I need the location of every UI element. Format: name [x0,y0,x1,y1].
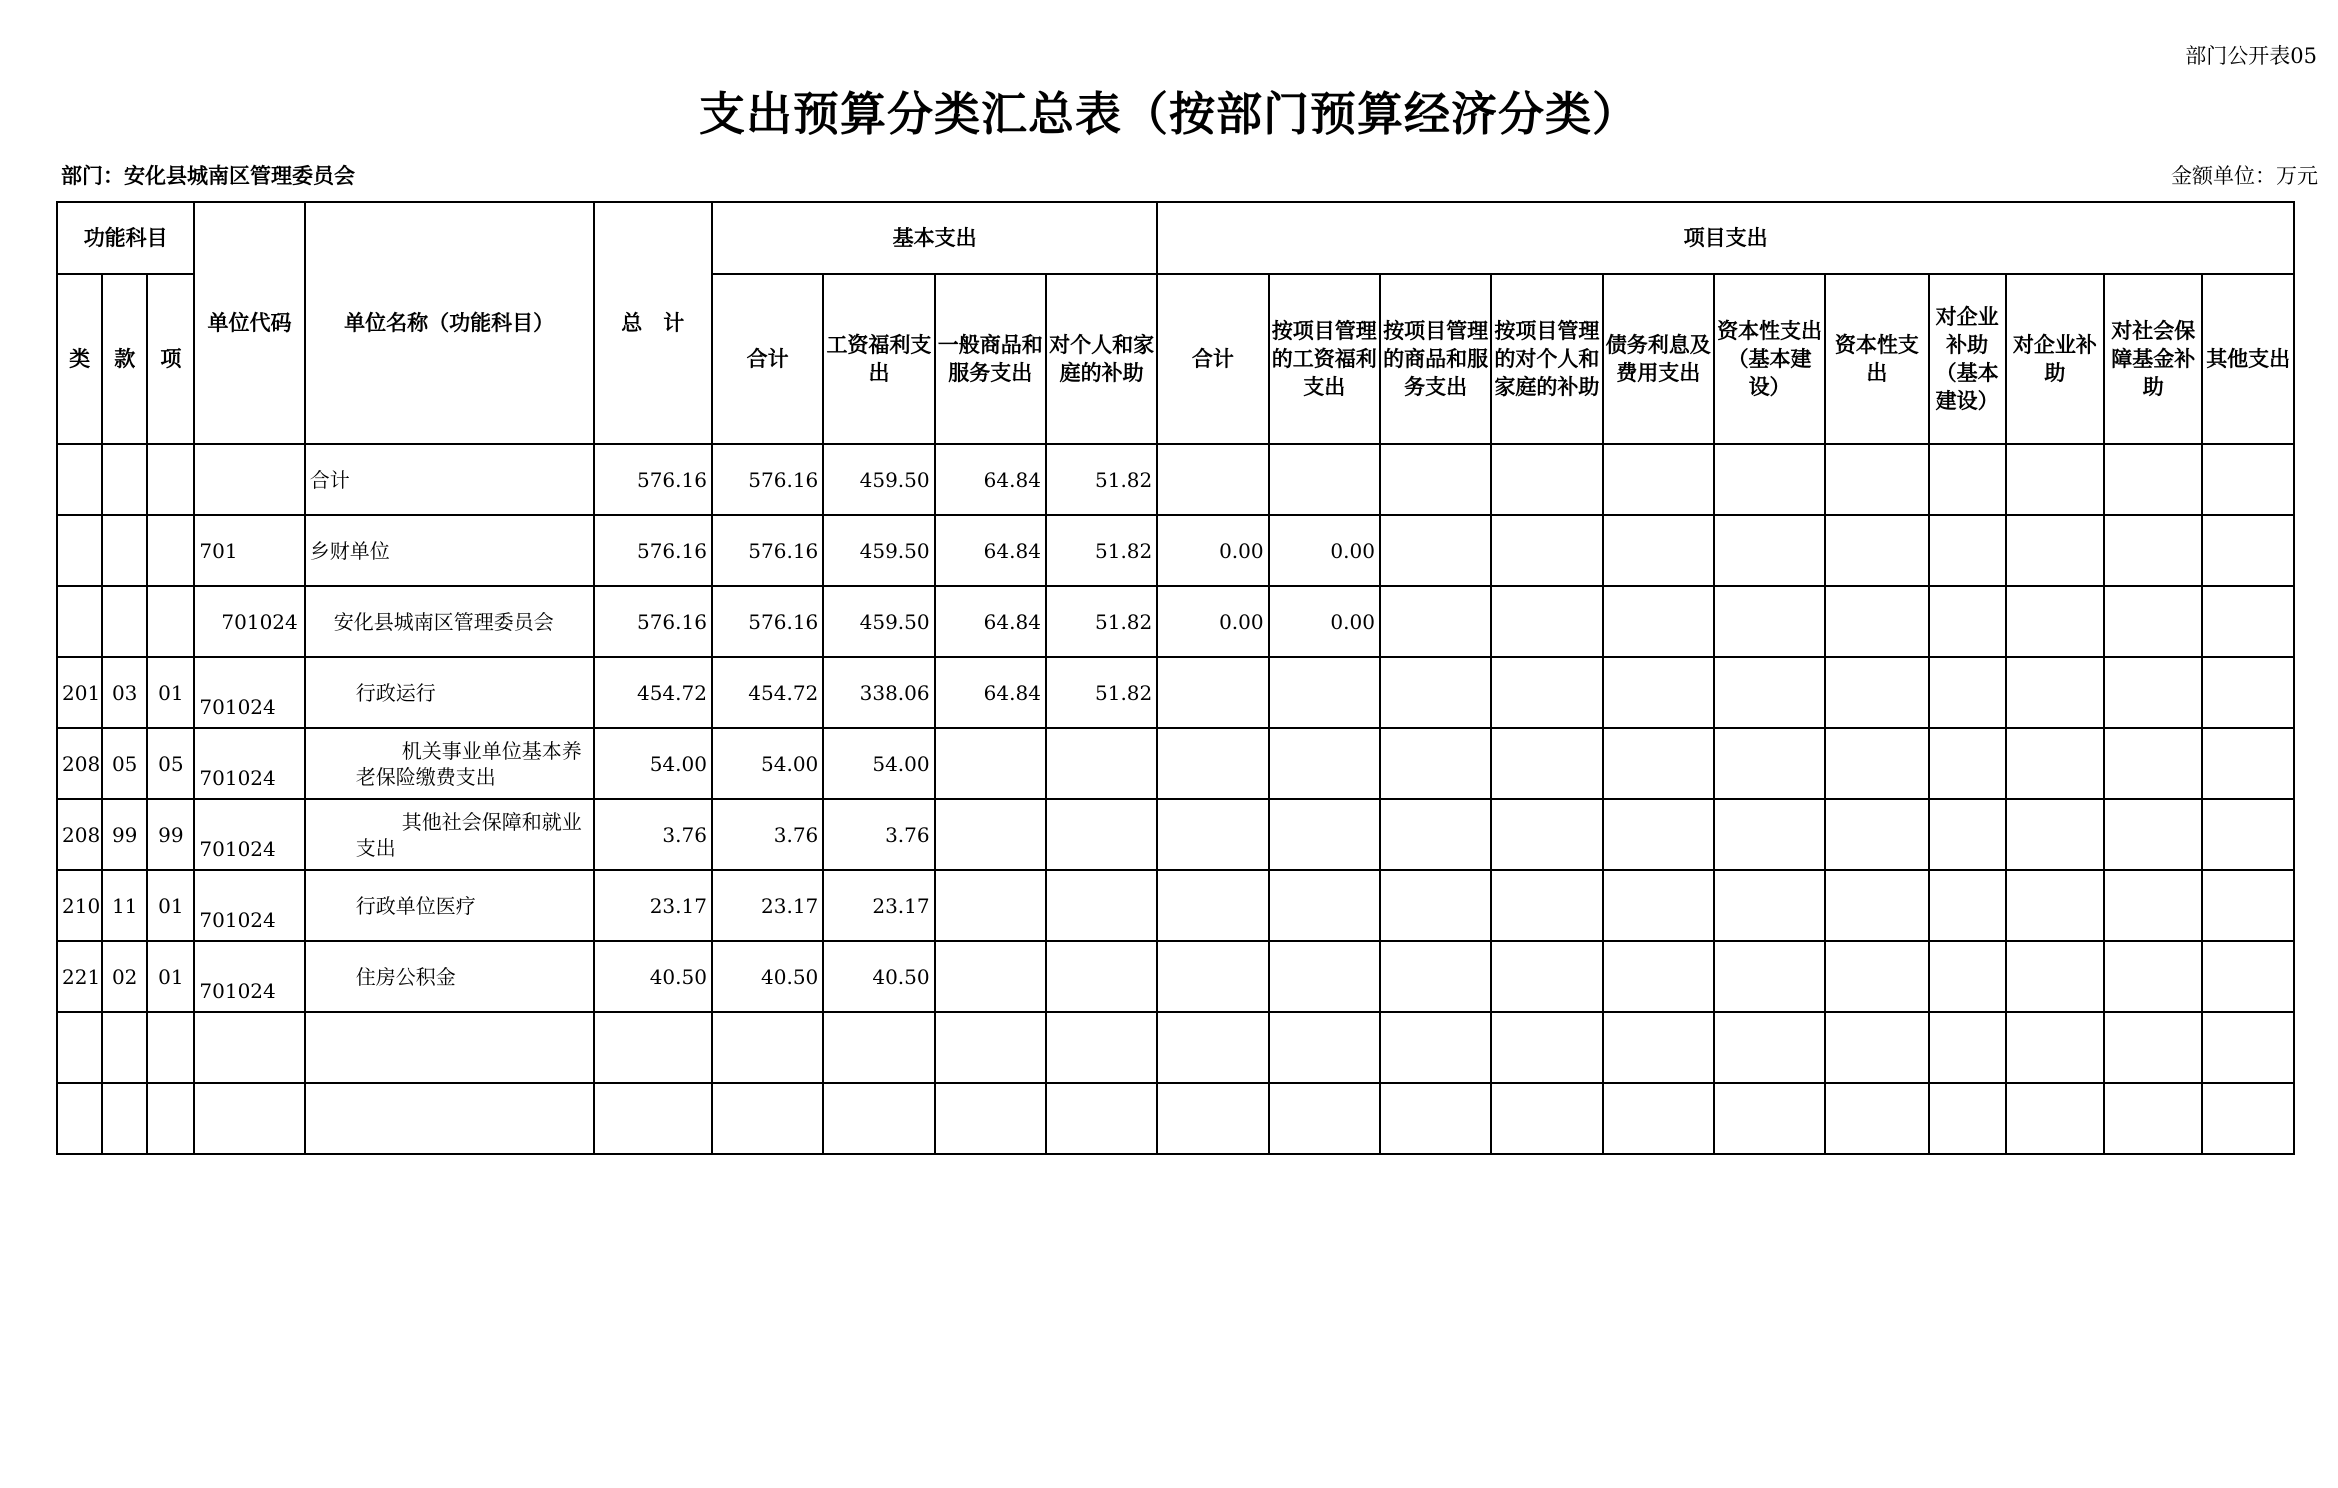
project-personal-cell [1491,870,1602,941]
other-expenditure-cell [2202,799,2294,870]
capital-base-cell [1714,657,1825,728]
goods-services-cell: 64.84 [935,586,1046,657]
table-row [57,586,2294,657]
project-personal-cell [1491,657,1602,728]
empty-cell [1825,1012,1928,1083]
other-expenditure-cell [2202,657,2294,728]
goods-services-cell [935,799,1046,870]
unit-name-cell: 行政单位医疗 [305,870,594,941]
basic-sum-cell: 454.72 [712,657,823,728]
project-personal-cell [1491,728,1602,799]
salary-cell: 459.50 [823,515,934,586]
debt-interest-header: 债务利息及费用支出 [1603,274,1714,444]
empty-cell [2104,1083,2202,1154]
unit-code-cell: 701024 [194,728,304,799]
table-row [57,657,2294,728]
goods-services-cell: 64.84 [935,657,1046,728]
debt-interest-cell [1603,515,1714,586]
expenditure-budget-table [56,201,2295,1155]
unit-name-cell: 其他社会保障和就业支出 [305,799,594,870]
capital-base-cell [1714,444,1825,515]
project-salary-cell [1269,799,1380,870]
total-cell: 576.16 [594,515,712,586]
capital-base-cell [1714,870,1825,941]
enterprise-subsidy-cell [2006,728,2104,799]
empty-cell [935,1012,1046,1083]
empty-cell [594,1083,712,1154]
empty-cell [305,1012,594,1083]
project-goods-cell [1380,941,1491,1012]
capital-base-cell [1714,728,1825,799]
project-sum-header: 合计 [1157,274,1268,444]
kuan-cell: 11 [102,870,147,941]
empty-cell [194,1083,304,1154]
kuan-cell: 02 [102,941,147,1012]
empty-cell [1046,1083,1157,1154]
other-expenditure-cell [2202,515,2294,586]
goods-services-cell [935,941,1046,1012]
personal-subsidy-cell: 51.82 [1046,444,1157,515]
lei-cell [57,444,102,515]
enterprise-subsidy-cell [2006,515,2104,586]
project-expenditure-header: 项目支出 [1157,202,2294,274]
social-fund-cell [2104,870,2202,941]
social-fund-cell [2104,515,2202,586]
basic-sum-cell: 576.16 [712,515,823,586]
salary-cell: 459.50 [823,444,934,515]
personal-subsidy-cell [1046,870,1157,941]
project-goods-header: 按项目管理的商品和服务支出 [1380,274,1491,444]
project-salary-cell [1269,870,1380,941]
kuan-cell: 03 [102,657,147,728]
basic-sum-cell: 576.16 [712,444,823,515]
project-goods-cell [1380,515,1491,586]
unit-code-cell [194,444,304,515]
empty-cell [1929,1083,2006,1154]
empty-cell [102,1012,147,1083]
enterprise-subsidy-cell [2006,941,2104,1012]
empty-cell [57,1083,102,1154]
form-number: 部门公开表05 [2185,44,2317,68]
lei-cell [57,515,102,586]
unit-code-cell: 701024 [194,799,304,870]
social-fund-cell [2104,728,2202,799]
debt-interest-cell [1603,870,1714,941]
project-salary-cell [1269,444,1380,515]
empty-cell [1603,1012,1714,1083]
goods-services-cell [935,728,1046,799]
project-salary-header: 按项目管理的工资福利支出 [1269,274,1380,444]
salary-cell: 54.00 [823,728,934,799]
project-personal-cell [1491,941,1602,1012]
social-fund-cell [2104,657,2202,728]
debt-interest-cell [1603,728,1714,799]
enterprise-subsidy-cell [2006,657,2104,728]
project-sum-cell [1157,728,1268,799]
department-label: 部门：安化县城南区管理委员会 [61,164,355,188]
enterprise-base-cell [1929,799,2006,870]
enterprise-subsidy-cell [2006,586,2104,657]
project-personal-cell [1491,799,1602,870]
project-personal-header: 按项目管理的对个人和家庭的补助 [1491,274,1602,444]
project-salary-cell [1269,657,1380,728]
social-fund-cell [2104,799,2202,870]
empty-cell [712,1083,823,1154]
project-goods-cell [1380,799,1491,870]
total-cell: 40.50 [594,941,712,1012]
empty-cell [1380,1012,1491,1083]
salary-cell: 459.50 [823,586,934,657]
empty-cell [1491,1083,1602,1154]
unit-name-cell: 机关事业单位基本养老保险缴费支出 [305,728,594,799]
header-row-1 [57,202,2294,274]
project-personal-cell [1491,444,1602,515]
enterprise-base-cell [1929,586,2006,657]
xiang-header: 项 [147,274,194,444]
basic-sum-cell: 3.76 [712,799,823,870]
kuan-cell: 05 [102,728,147,799]
project-salary-cell [1269,941,1380,1012]
empty-cell [2104,1012,2202,1083]
project-goods-cell [1380,870,1491,941]
debt-interest-cell [1603,657,1714,728]
lei-cell: 208 [57,728,102,799]
empty-cell [1269,1083,1380,1154]
lei-cell: 201 [57,657,102,728]
empty-cell [1380,1083,1491,1154]
total-cell: 23.17 [594,870,712,941]
project-personal-cell [1491,515,1602,586]
project-sum-cell [1157,799,1268,870]
amount-unit-label: 金额单位：万元 [2171,164,2318,188]
personal-subsidy-header: 对个人和家庭的补助 [1046,274,1157,444]
salary-cell: 23.17 [823,870,934,941]
goods-services-cell: 64.84 [935,515,1046,586]
project-sum-cell [1157,657,1268,728]
total-cell: 454.72 [594,657,712,728]
table-row [57,515,2294,586]
empty-cell [1491,1012,1602,1083]
other-expenditure-cell [2202,586,2294,657]
capital-cell [1825,515,1928,586]
salary-cell: 338.06 [823,657,934,728]
lei-cell [57,586,102,657]
lei-cell: 210 [57,870,102,941]
capital-base-cell [1714,799,1825,870]
xiang-cell [147,515,194,586]
unit-code-cell: 701024 [194,586,304,657]
xiang-cell: 01 [147,941,194,1012]
social-fund-header: 对社会保障基金补助 [2104,274,2202,444]
unit-name-cell: 行政运行 [305,657,594,728]
personal-subsidy-cell [1046,728,1157,799]
empty-cell [1157,1012,1268,1083]
unit-code-cell: 701 [194,515,304,586]
enterprise-subsidy-header: 对企业补助 [2006,274,2104,444]
empty-cell [712,1012,823,1083]
salary-cell: 40.50 [823,941,934,1012]
empty-cell [1929,1012,2006,1083]
project-personal-cell [1491,586,1602,657]
capital-base-cell [1714,586,1825,657]
unit-name-cell: 合计 [305,444,594,515]
unit-name-header: 单位名称（功能科目） [305,202,594,444]
empty-cell [194,1012,304,1083]
kuan-cell: 99 [102,799,147,870]
capital-header: 资本性支出 [1825,274,1928,444]
total-cell: 576.16 [594,444,712,515]
personal-subsidy-cell [1046,799,1157,870]
empty-cell [2202,1083,2294,1154]
salary-cell: 3.76 [823,799,934,870]
empty-cell [823,1083,934,1154]
enterprise-subsidy-cell [2006,444,2104,515]
empty-cell [2006,1012,2104,1083]
unit-name-cell: 住房公积金 [305,941,594,1012]
capital-base-cell [1714,515,1825,586]
table-row [57,728,2294,799]
enterprise-base-header: 对企业补助（基本建设） [1929,274,2006,444]
kuan-cell [102,515,147,586]
capital-cell [1825,657,1928,728]
social-fund-cell [2104,941,2202,1012]
project-sum-cell [1157,941,1268,1012]
other-expenditure-cell [2202,941,2294,1012]
unit-code-cell: 701024 [194,941,304,1012]
enterprise-base-cell [1929,444,2006,515]
debt-interest-cell [1603,444,1714,515]
table-row [57,444,2294,515]
empty-cell [594,1012,712,1083]
empty-cell [1825,1083,1928,1154]
project-goods-cell [1380,657,1491,728]
total-cell: 3.76 [594,799,712,870]
unit-name-cell: 安化县城南区管理委员会 [305,586,594,657]
capital-base-header: 资本性支出（基本建设） [1714,274,1825,444]
other-expenditure-cell [2202,870,2294,941]
lei-header: 类 [57,274,102,444]
project-sum-cell [1157,870,1268,941]
project-salary-cell: 0.00 [1269,515,1380,586]
personal-subsidy-cell: 51.82 [1046,657,1157,728]
goods-services-header: 一般商品和服务支出 [935,274,1046,444]
project-goods-cell [1380,444,1491,515]
func-subject-header: 功能科目 [57,202,194,274]
basic-sum-cell: 54.00 [712,728,823,799]
capital-cell [1825,728,1928,799]
project-sum-cell [1157,444,1268,515]
empty-cell [147,1083,194,1154]
empty-cell [1157,1083,1268,1154]
goods-services-cell [935,870,1046,941]
page-title: 支出预算分类汇总表（按部门预算经济分类） [699,87,1639,141]
xiang-cell: 99 [147,799,194,870]
kuan-header: 款 [102,274,147,444]
empty-cell [1714,1083,1825,1154]
total-cell: 54.00 [594,728,712,799]
project-sum-cell: 0.00 [1157,515,1268,586]
unit-code-cell: 701024 [194,870,304,941]
project-salary-cell: 0.00 [1269,586,1380,657]
basic-sum-cell: 40.50 [712,941,823,1012]
enterprise-base-cell [1929,657,2006,728]
basic-sum-cell: 576.16 [712,586,823,657]
unit-code-header: 单位代码 [194,202,304,444]
xiang-cell [147,444,194,515]
personal-subsidy-cell [1046,941,1157,1012]
empty-cell [305,1083,594,1154]
project-goods-cell [1380,728,1491,799]
enterprise-base-cell [1929,515,2006,586]
kuan-cell [102,586,147,657]
empty-cell [2006,1083,2104,1154]
table-row [57,799,2294,870]
unit-code-cell: 701024 [194,657,304,728]
salary-header: 工资福利支出 [823,274,934,444]
total-cell: 576.16 [594,586,712,657]
empty-cell [147,1012,194,1083]
capital-cell [1825,586,1928,657]
personal-subsidy-cell: 51.82 [1046,515,1157,586]
unit-name-cell: 乡财单位 [305,515,594,586]
capital-base-cell [1714,941,1825,1012]
empty-cell [57,1012,102,1083]
goods-services-cell: 64.84 [935,444,1046,515]
total-header: 总 计 [594,202,712,444]
debt-interest-cell [1603,586,1714,657]
capital-cell [1825,444,1928,515]
xiang-cell: 01 [147,870,194,941]
basic-expenditure-header: 基本支出 [712,202,1157,274]
empty-cell [1714,1012,1825,1083]
empty-cell [2202,1012,2294,1083]
enterprise-subsidy-cell [2006,799,2104,870]
empty-cell [102,1083,147,1154]
other-expenditure-cell [2202,728,2294,799]
capital-cell [1825,941,1928,1012]
xiang-cell: 01 [147,657,194,728]
social-fund-cell [2104,444,2202,515]
basic-sum-header: 合计 [712,274,823,444]
xiang-cell: 05 [147,728,194,799]
other-expenditure-header: 其他支出 [2202,274,2294,444]
project-sum-cell: 0.00 [1157,586,1268,657]
project-goods-cell [1380,586,1491,657]
table-row [57,870,2294,941]
debt-interest-cell [1603,941,1714,1012]
social-fund-cell [2104,586,2202,657]
enterprise-base-cell [1929,728,2006,799]
project-salary-cell [1269,728,1380,799]
personal-subsidy-cell: 51.82 [1046,586,1157,657]
empty-cell [1603,1083,1714,1154]
empty-cell [935,1083,1046,1154]
empty-row [57,1012,2294,1083]
enterprise-base-cell [1929,941,2006,1012]
enterprise-subsidy-cell [2006,870,2104,941]
other-expenditure-cell [2202,444,2294,515]
empty-cell [1046,1012,1157,1083]
empty-cell [1269,1012,1380,1083]
lei-cell: 208 [57,799,102,870]
capital-cell [1825,870,1928,941]
capital-cell [1825,799,1928,870]
enterprise-base-cell [1929,870,2006,941]
lei-cell: 221 [57,941,102,1012]
table-row [57,941,2294,1012]
basic-sum-cell: 23.17 [712,870,823,941]
empty-row [57,1083,2294,1154]
empty-cell [823,1012,934,1083]
kuan-cell [102,444,147,515]
xiang-cell [147,586,194,657]
debt-interest-cell [1603,799,1714,870]
